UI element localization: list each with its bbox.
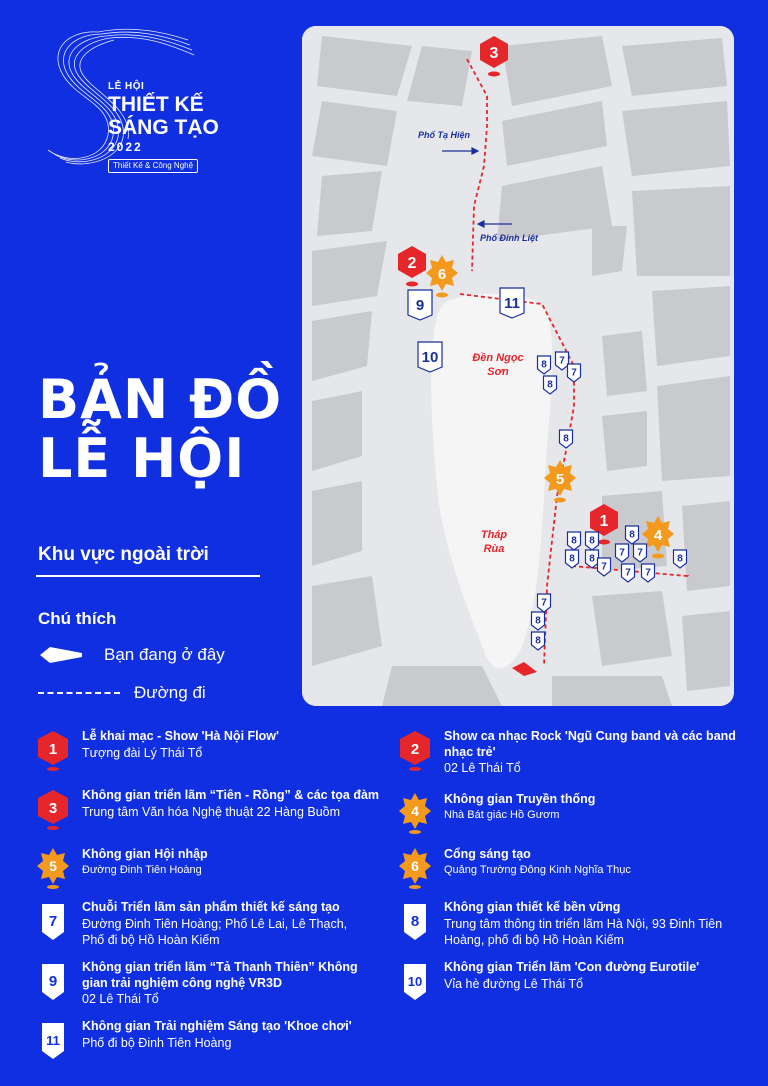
entry-1-subtitle: Tượng đài Lý Thái Tổ <box>82 745 203 760</box>
map-marker-2-label: 2 <box>407 255 417 272</box>
entry-2-title: Show ca nhạc Rock 'Ngũ Cung band và các band nhạc trẻ' <box>444 729 736 759</box>
marker-9-icon <box>36 960 70 1002</box>
street-label-dinh-liet: Phố Đinh Liệt <box>480 233 538 243</box>
map-canvas <box>302 26 734 706</box>
map-marker-11[interactable] <box>500 288 524 318</box>
map-marker-7-label: 7 <box>645 567 651 579</box>
marker-3-icon <box>36 788 70 830</box>
map-marker-8-label: 8 <box>535 615 541 627</box>
map-marker-7-label: 7 <box>601 561 607 573</box>
legend-entry-1 <box>36 729 382 771</box>
map-marker-8-label: 8 <box>589 553 595 565</box>
entry-3-subtitle: Trung tâm Văn hóa Nghệ thuật 22 Hàng Buồm <box>82 804 341 819</box>
entry-4-subtitle: Nhà Bát giác Hồ Gươm <box>444 808 560 821</box>
entry-5-subtitle: Đường Đinh Tiên Hoàng <box>82 863 202 876</box>
map-marker-7-label: 7 <box>625 567 631 579</box>
entry-6-subtitle: Quảng Trường Đông Kinh Nghĩa Thục <box>444 863 631 876</box>
marker-4-icon <box>398 792 432 834</box>
map-marker-10[interactable] <box>418 342 442 372</box>
entry-11-subtitle: Phố đi bộ Đinh Tiên Hoàng <box>82 1035 232 1050</box>
legend-entry-7 <box>36 900 367 948</box>
page-title <box>38 370 298 489</box>
map-marker-1-label: 1 <box>599 513 609 530</box>
map-marker-3-label: 3 <box>489 45 499 62</box>
marker-1-number: 1 <box>48 741 58 758</box>
title-line-2: LỄ HỘI <box>38 427 246 491</box>
entry-5-title: Không gian Hội nhập <box>82 847 208 861</box>
map-marker-7-label: 7 <box>559 355 565 367</box>
map-marker-7-label: 7 <box>637 547 643 559</box>
legend-you-are-here <box>38 645 225 665</box>
entry-1-title: Lễ khai mạc - Show 'Hà Nội Flow' <box>82 729 279 743</box>
entry-9-title: Không gian triển lãm “Tả Thanh Thiên” Không gian trải nghiệm công nghệ VR3D <box>82 960 358 990</box>
legend-entry-9 <box>36 960 367 1008</box>
entry-7-title: Chuỗi Triển lãm sản phẩm thiết kế sáng tạo <box>82 900 340 914</box>
marker-6-number: 6 <box>411 858 419 874</box>
map-marker-7-label: 7 <box>619 547 625 559</box>
legend-entry-4 <box>398 792 744 834</box>
entry-8-subtitle: Trung tâm thông tin triển lãm Hà Nội, 93 Đinh Tiên Hoàng, phố đi bộ Hồ Hoàn Kiếm <box>444 916 723 947</box>
logo-year: 2022 <box>108 140 143 154</box>
marker-5-number: 5 <box>49 858 57 874</box>
map-marker-10-label: 10 <box>421 349 439 366</box>
entry-8-title: Không gian thiết kế bền vững <box>444 900 621 914</box>
place-label-thap-rua-2: Rùa <box>483 543 505 555</box>
entry-2-subtitle: 02 Lê Thái Tổ <box>444 761 521 776</box>
street-label-ta-hien: Phố Tạ Hiện <box>418 130 471 140</box>
map-marker-8-label: 8 <box>563 433 569 445</box>
map-marker-8-label: 8 <box>629 529 635 541</box>
entry-9-subtitle: 02 Lê Thái Tổ <box>82 992 159 1007</box>
map-marker-4-label: 4 <box>653 527 663 544</box>
legend-entry-8 <box>398 900 764 948</box>
legend-path <box>38 683 206 703</box>
marker-5-icon <box>36 847 70 889</box>
festival-map[interactable] <box>302 26 734 706</box>
marker-2-icon <box>398 729 432 771</box>
marker-8-icon <box>398 900 432 942</box>
location-arrow-icon <box>38 645 84 665</box>
map-marker-8-label: 8 <box>569 553 575 565</box>
map-marker-6-label: 6 <box>437 266 447 283</box>
marker-11-number: 11 <box>46 1033 60 1048</box>
map-marker-9[interactable] <box>408 290 432 320</box>
map-marker-9-label: 9 <box>415 297 425 314</box>
marker-3-number: 3 <box>48 800 58 817</box>
logo-line-1: LỄ HỘI <box>108 81 145 92</box>
marker-9-number: 9 <box>48 973 58 990</box>
marker-6-icon <box>398 847 432 889</box>
legend-entry-10 <box>398 960 764 1002</box>
marker-7-icon <box>36 900 70 942</box>
marker-7-number: 7 <box>48 913 58 930</box>
entry-6-title: Cổng sáng tạo <box>444 847 531 861</box>
title-line-1: BẢN ĐỒ <box>38 368 283 431</box>
marker-10-icon <box>398 960 432 1002</box>
map-marker-8-label: 8 <box>677 553 683 565</box>
marker-1-icon <box>36 729 70 771</box>
map-marker-8-label: 8 <box>571 535 577 547</box>
legend-you-are-here-label: Bạn đang ở đây <box>104 645 225 664</box>
divider <box>36 575 260 577</box>
entry-7-subtitle: Đường Đinh Tiên Hoàng; Phố Lê Lai, Lê Thạch, Phố đi bộ Hồ Hoàn Kiếm <box>82 916 348 947</box>
logo-line-2: THIẾT KẾ <box>108 93 204 116</box>
entry-10-subtitle: Vỉa hè đường Lê Thái Tổ <box>444 976 584 991</box>
map-marker-8-label: 8 <box>541 359 547 371</box>
place-label-den-ngoc-son-1: Đền Ngọc <box>472 352 524 364</box>
dashed-line-icon <box>38 692 120 694</box>
legend-entry-2 <box>398 729 744 777</box>
map-marker-7-label: 7 <box>571 367 577 379</box>
map-marker-7-label: 7 <box>541 597 547 609</box>
logo-line-3: SÁNG TẠO <box>108 116 219 139</box>
marker-8-number: 8 <box>410 913 420 930</box>
legend-entry-6 <box>398 847 744 889</box>
legend-entry-3 <box>36 788 382 830</box>
marker-10-number: 10 <box>407 974 423 989</box>
marker-11-icon <box>36 1019 70 1061</box>
entry-10-title: Không gian Triển lãm 'Con đường Eurotile' <box>444 960 700 974</box>
entry-3-title: Không gian triển lãm “Tiên - Rồng” & các tọa đàm <box>82 788 380 802</box>
map-marker-8-label: 8 <box>535 635 541 647</box>
legend-title: Chú thích <box>38 609 117 628</box>
legend-entry-11 <box>36 1019 382 1061</box>
logo-tagline: Thiết Kế & Công Nghệ <box>108 159 198 173</box>
map-marker-8-label: 8 <box>589 535 595 547</box>
legend-entry-5 <box>36 847 382 889</box>
festival-logo-text <box>108 82 219 173</box>
marker-4-number: 4 <box>411 803 419 819</box>
entry-4-title: Không gian Truyền thống <box>444 792 596 806</box>
map-marker-11-label: 11 <box>504 295 520 312</box>
map-marker-8-label: 8 <box>547 379 553 391</box>
legend-path-label: Đường đi <box>134 683 206 702</box>
page-subtitle: Khu vực ngoài trời <box>38 544 209 565</box>
entry-11-title: Không gian Trải nghiệm Sáng tạo 'Khoe chơi' <box>82 1019 352 1033</box>
place-label-thap-rua-1: Tháp <box>480 529 508 541</box>
map-marker-5-label: 5 <box>555 471 565 488</box>
place-label-den-ngoc-son-2: Sơn <box>487 366 509 378</box>
marker-2-number: 2 <box>410 741 420 758</box>
